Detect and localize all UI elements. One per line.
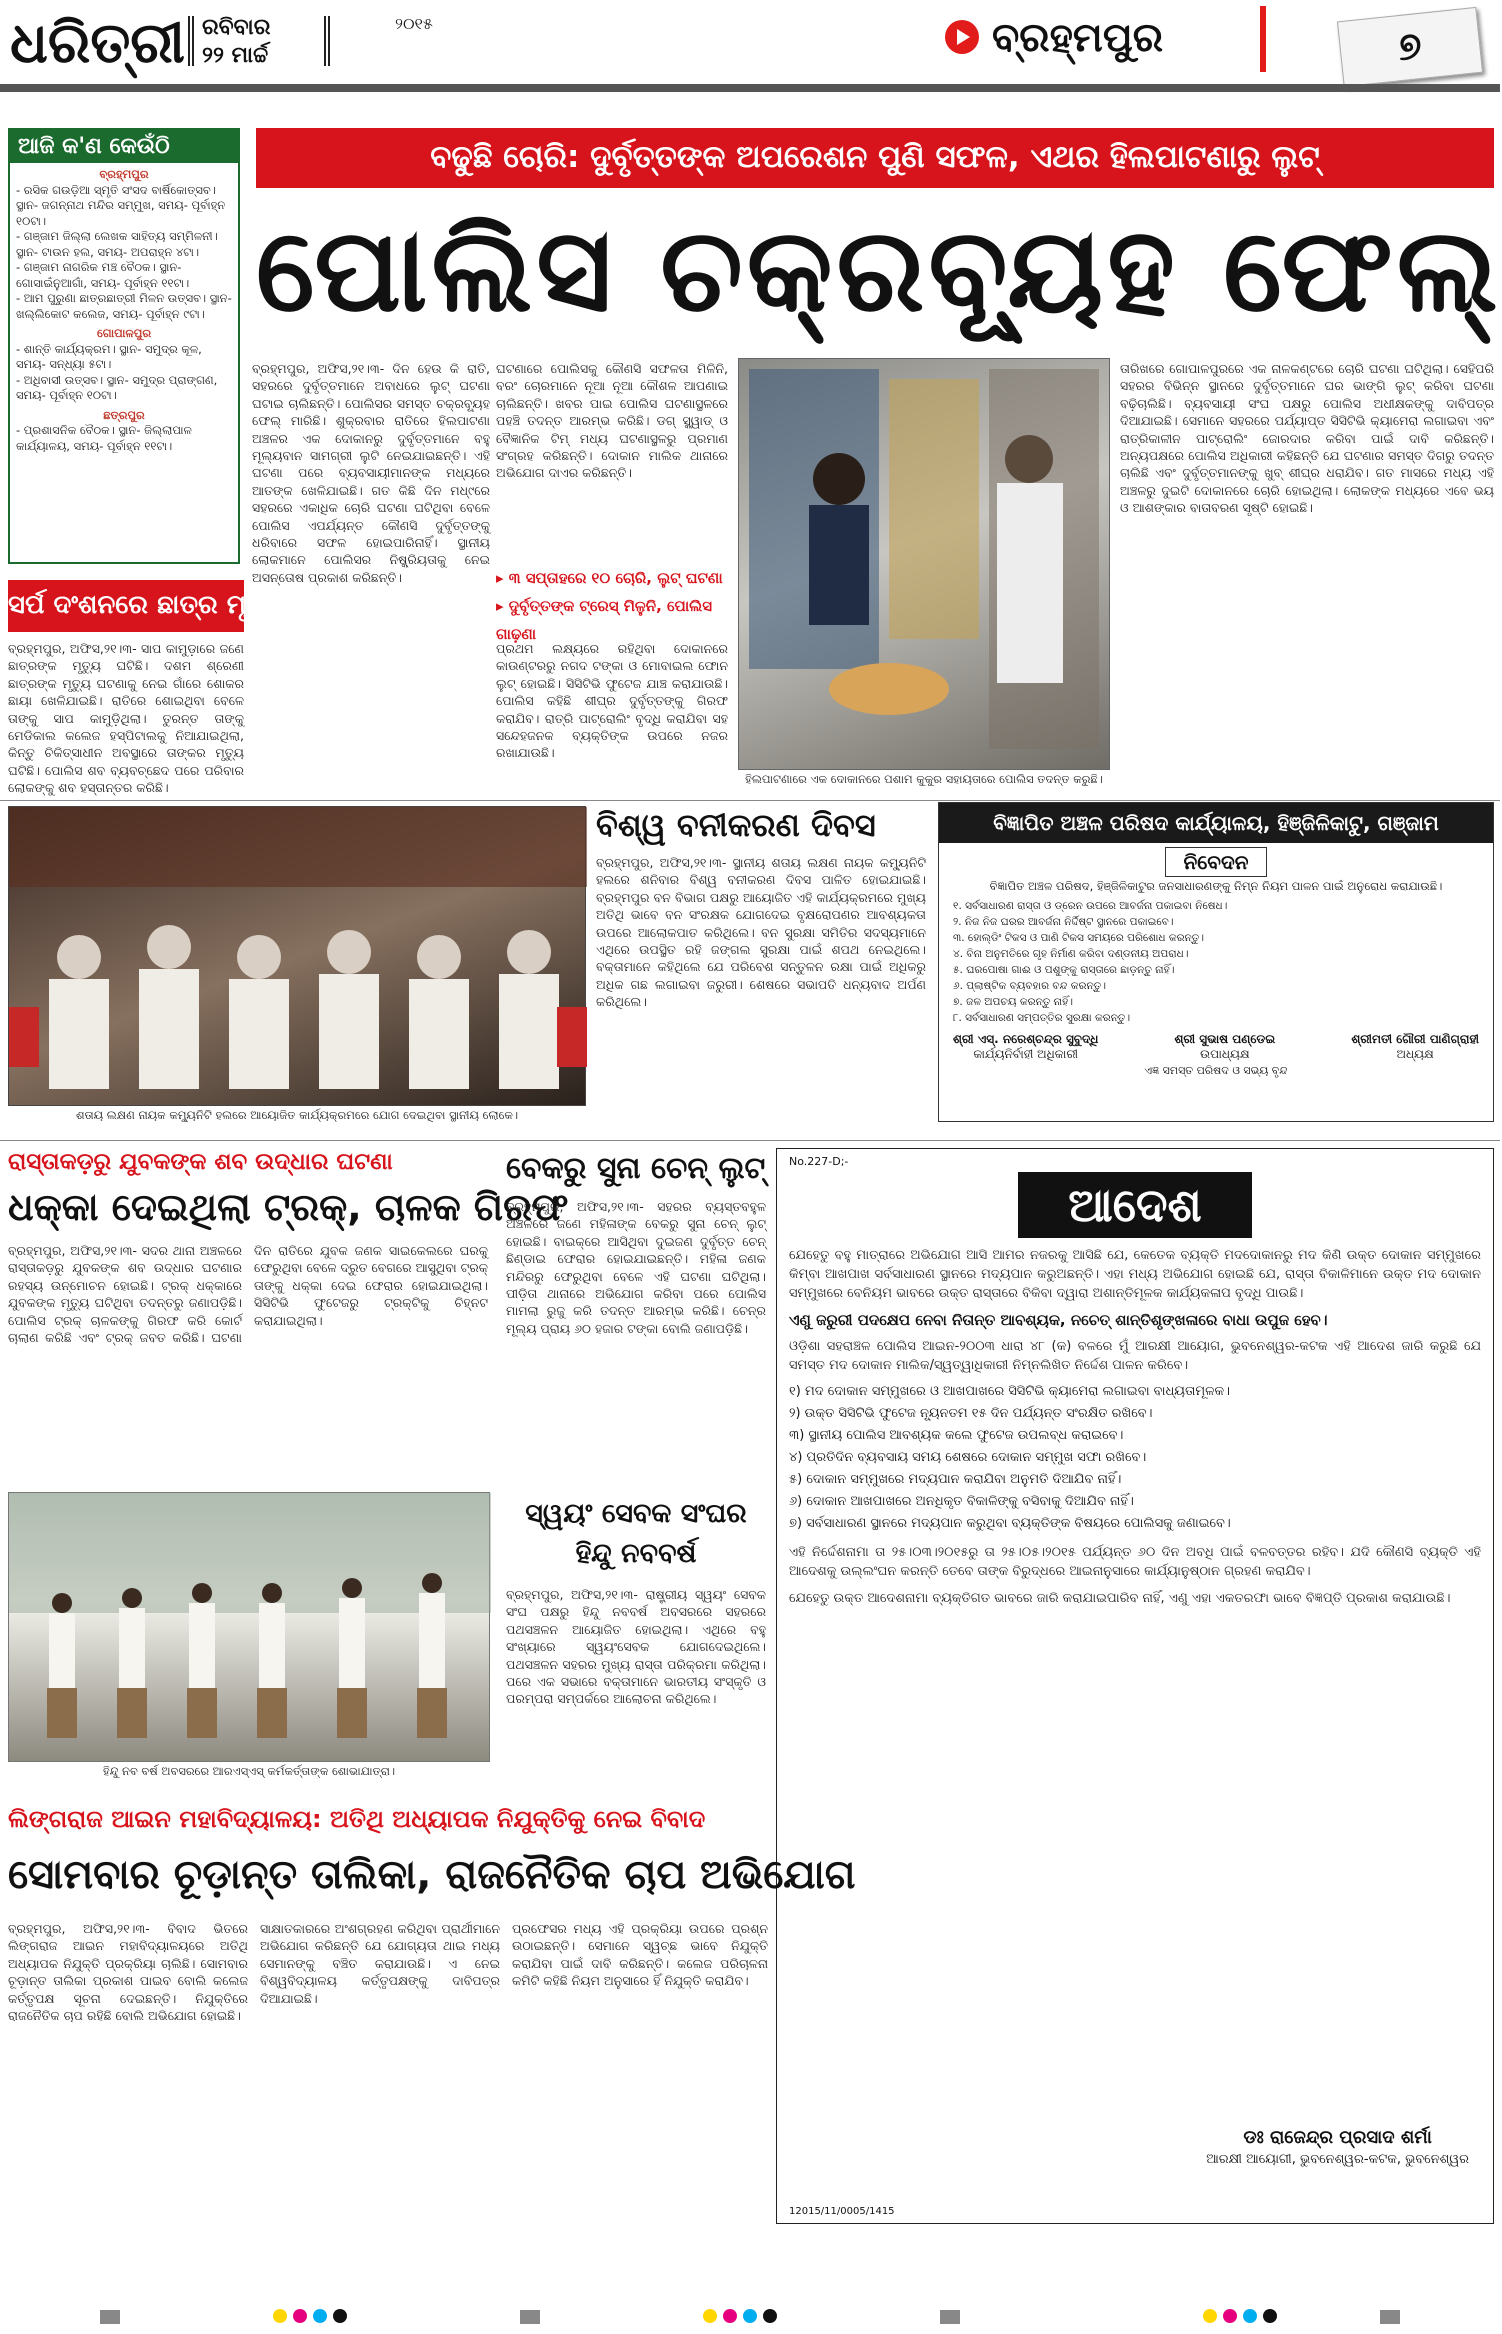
signatory [953, 1032, 1098, 1062]
masthead-date-text: ୨୨ ମାର୍ଚ୍ଚ [202, 43, 269, 68]
snake-body: ବ୍ରହ୍ମପୁର, ଅଫିସ,୨୧।୩- ସାପ କାମୁଡ଼ାରେ ଜଣେ ଛାତ୍ରଙ୍କ ମୃତ୍ୟୁ ଘଟିଛି। ଦଶମ ଶ୍ରେଣୀ ଛାତ୍ରଙ୍କ ମୃତ୍ୟୁ ଘଟଣାକୁ ନେଇ ଗାଁରେ ଶୋକର ଛାୟା ଖେଳିଯାଇଛି। ରାତିରେ ଶୋଇଥିବା ବେଳେ ତାଙ୍କୁ ସାପ କାମୁଡ଼ିଥିଲା। ତୁରନ୍ତ ତାଙ୍କୁ ମେଡିକାଲ କଲେଜ ହସ୍ପିଟାଲକୁ ନିଆଯାଇଥିଲା, କିନ୍ତୁ ଚିକିତ୍ସାଧୀନ ଅବସ୍ଥାରେ ତାଙ୍କର ମୃତ୍ୟୁ ଘଟିଛି। ପୋଲିସ ଶବ ବ୍ୟବଚ୍ଛେଦ ପରେ ପରିବାର ଲୋକଙ୍କୁ ଶବ ହସ୍ତାନ୍ତର କରିଛି। [8, 641, 244, 796]
rss-body: ବ୍ରହ୍ମପୁର, ଅଫିସ,୨୧।୩- ରାଷ୍ଟ୍ରୀୟ ସ୍ୱୟଂ ସେବକ ସଂଘ ପକ୍ଷରୁ ହିନ୍ଦୁ ନବବର୍ଷ ଅବସରରେ ସହରରେ ପଥସଞ୍ଚଳନ ଆୟୋଜିତ ହୋଇଥିଲା। ଏଥିରେ ବହୁ ସଂଖ୍ୟାରେ ସ୍ୱୟଂସେବକ ଯୋଗଦେଇଥିଲେ। ପଥସଞ୍ଚଳନ ସହରର ମୁଖ୍ୟ ରାସ୍ତା ପରିକ୍ରମା କରିଥିଲା। ପରେ ଏକ ସଭାରେ ବକ୍ତାମାନେ ଭାରତୀୟ ସଂସ୍କୃତି ଓ ପରମ୍ପରା ସମ୍ପର୍କରେ ଆଲୋଚନା କରିଥିଲେ। [506, 1587, 766, 1707]
signatory-role: ଅଧ୍ୟକ୍ଷ [1396, 1047, 1434, 1061]
signatory-name: ଶ୍ରୀ ସୁଭାଷ ପଣ୍ଡେଇ [1174, 1032, 1276, 1046]
list-item: ୪. ବିନା ଅନୁମତିରେ ଗୃହ ନିର୍ମାଣ କରିବା ଦଣ୍ଡନୀୟ ଅପରାଧ। [953, 948, 1189, 960]
list-item: ୩) ସ୍ଥାନୀୟ ପୋଲିସ ଆବଶ୍ୟକ କଲେ ଫୁଟେଜ ଉପଲବ୍ଧ କରାଇବେ। [789, 1428, 1124, 1443]
order-para4: ଯେହେତୁ ଉକ୍ତ ଆଦେଶନାମା ବ୍ୟକ୍ତିଗତ ଭାବରେ ଜାରି କରାଯାଇପାରିବ ନାହିଁ, ଏଣୁ ଏହା ଏକତରଫା ଭାବେ ବିଜ୍ଞପ୍ତି ପ୍ରକାଶ କରାଯାଉଛି। [789, 1591, 1451, 1606]
signatory-name: ଶ୍ରୀମତୀ ଗୌରୀ ପାଣିଗ୍ରାହୀ [1351, 1032, 1479, 1046]
lead-photo [738, 358, 1110, 770]
order-para2: ଓଡ଼ିଶା ସହରାଞ୍ଚଳ ପୋଲିସ ଆଇନ-୨୦୦୩ ଧାରା ୪୮ (କ) ବଳରେ ମୁଁ ଆରକ୍ଷୀ ଆୟୋଗ, ଭୁବନେଶ୍ୱର-କଟକ ଏହି ଆଦେଶ ଜାରି କରୁଛି ଯେ ସମସ୍ତ ମଦ ଦୋକାନ ମାଲିକ/ସ୍ୱତ୍ୱାଧିକାରୀ ନିମ୍ନଲିଖିତ ନିର୍ଦ୍ଦେଶ ପାଳନ କରିବେ। [789, 1339, 1481, 1373]
list-item: ୬. ପ୍ଲାଷ୍ଟିକ ବ୍ୟବହାର ବନ୍ଦ କରନ୍ତୁ। [953, 980, 1106, 992]
law-body-col1: ବ୍ରହ୍ମପୁର, ଅଫିସ,୨୧।୩- ବିବାଦ ଭିତରେ ଲିଙ୍ଗରାଜ ଆଇନ ମହାବିଦ୍ୟାଳୟରେ ଅତିଥି ଅଧ୍ୟାପକ ନିଯୁକ୍ତି ପ୍ରକ୍ରିୟା ଚାଲିଛି। ସୋମବାର ଚୂଡ଼ାନ୍ତ ତାଲିକା ପ୍ରକାଶ ପାଇବ ବୋଲି କଲେଜ କର୍ତ୍ତୃପକ୍ଷ ସୂଚନା ଦେଇଛନ୍ତି। ନିଯୁକ୍ତିରେ ରାଜନୈତିକ ଚାପ ରହିଛି ବୋଲି ଅଭିଯୋଗ ହୋଇଛି। [8, 1921, 248, 2024]
law-body-col3: ପ୍ରଫେସର ମଧ୍ୟ ଏହି ପ୍ରକ୍ରିୟା ଉପରେ ପ୍ରଶ୍ନ ଉଠାଇଛନ୍ତି। ସେମାନେ ସ୍ୱଚ୍ଛ ଭାବେ ନିଯୁକ୍ତି କରାଯିବା ପାଇଁ ଦାବି କରିଛନ୍ତି। କଲେଜ ପରିଚାଳନା କମିଟି କହିଛି ନିୟମ ଅନୁସାରେ ହିଁ ନିଯୁକ୍ତି କରାଯିବ। [512, 1921, 768, 1989]
list-item: - ପ୍ରଶାସନିକ ବୈଠକ। ସ୍ଥାନ- ଜିଲ୍ଲାପାଳ କାର୍ଯ୍ୟାଳୟ, ସମୟ- ପୂର୍ବାହ୍ନ ୧୧ଟା। [16, 423, 192, 453]
edition-name: ବ୍ରହ୍ମପୁର [992, 15, 1164, 61]
lead-photo-caption: ହିଲପାଟଣାରେ ଏକ ଦୋକାନରେ ପଶାମ କୁକୁର ସହାୟତାରେ ପୋଲିସ ତଦନ୍ତ କରୁଛି। [745, 772, 1103, 786]
law-headline: ସୋମବାର ଚୂଡ଼ାନ୍ତ ତାଲିକା, ରାଜନୈତିକ ଚାପ ଅଭିଯୋଗ [8, 1852, 856, 1898]
rss-headline-line: ହିନ୍ଦୁ ନବବର୍ଷ [575, 1538, 697, 1569]
section-rule [0, 800, 1500, 801]
registration-mark-icon [940, 2310, 960, 2324]
order-box [776, 1148, 1494, 2224]
list-item: ୭. ଜଳ ଅପଚୟ କରନ୍ତୁ ନାହିଁ। [953, 996, 1073, 1008]
signatory-name: ଶ୍ରୀ ଏସ୍. ନରେଶ୍‌ଚନ୍ଦ୍ର ସୁବୁଦ୍ଧି [953, 1032, 1099, 1046]
sidebar-title: ଆଜି କ'ଣ କେଉଁଠି [10, 130, 238, 163]
law-kicker: ଲିଙ୍ଗରାଜ ଆଇନ ମହାବିଦ୍ୟାଳୟ: ଅତିଥି ଅଧ୍ୟାପକ ନିଯୁକ୍ତିକୁ ନେଇ ବିବାଦ [8, 1805, 706, 1833]
rss-photo-caption: ହିନ୍ଦୁ ନବ ବର୍ଷ ଅବସରରେ ଆରଏସ୍‌ଏସ୍ କର୍ମକର୍ତ୍ତାଙ୍କ ଶୋଭାଯାତ୍ରା। [102, 1764, 396, 1778]
lead-body-col4: ତାରିଖରେ ଗୋପାଳପୁରରେ ଏକ ନାଳକଣ୍ଟରେ ଚୋରି ଘଟଣା ଘଟିଥିଲା। ସେହିପରି ସହରର ବିଭିନ୍ନ ସ୍ଥାନରେ ଦୁର୍ବୃତ୍ତମାନେ ଘର ଭାଙ୍ଗି ଲୁଟ୍ କରିବା ଘଟଣା ବଢ଼ିଚାଲିଛି। ବ୍ୟବସାୟୀ ସଂଘ ପକ୍ଷରୁ ପୋଲିସ ଅଧୀକ୍ଷକଙ୍କୁ ଦାବିପତ୍ର ଦିଆଯାଇଛି। ସେମାନେ ସହରରେ ପର୍ଯ୍ୟାପ୍ତ ସିସିଟିଭି କ୍ୟାମେରା ଲଗାଇବା ଏବଂ ରାତ୍ରିକାଳୀନ ପାଟ୍ରୋଲିଂ ଜୋରଦାର କରିବା ପାଇଁ ଦାବି କରିଛନ୍ତି। ଅନ୍ୟପକ୍ଷରେ ପୋଲିସ ଅଧିକାରୀ କହିଛନ୍ତି ଯେ ଘଟଣାର ସମସ୍ତ ଦିଗରୁ ତଦନ୍ତ ଚାଲିଛି ଏବଂ ଦୁର୍ବୃତ୍ତମାନଙ୍କୁ ଖୁବ୍ ଶୀଘ୍ର ଧରାଯିବ। ଗତ ମାସରେ ମଧ୍ୟ ଏହି ଅଞ୍ଚଳରୁ ଦୁଇଟି ଦୋକାନରେ ଚୋରି ହୋଇଥିଲା। ଲୋକଙ୍କ ମଧ୍ୟରେ ଏବେ ଭୟ ଓ ଆଶଙ୍କାର ବାତାବରଣ ସୃଷ୍ଟି ହୋଇଛି। [1120, 361, 1494, 516]
notice-intro: ବିଜ୍ଞାପିତ ଅଞ୍ଚଳ ପରିଷଦ, ହିଞ୍ଜିଳିକାଟୁର ଜନସାଧାରଣଙ୍କୁ ନିମ୍ନ ନିୟମ ପାଳନ ପାଇଁ ଅନୁରୋଧ କରାଯାଉଛି। [989, 879, 1443, 893]
masthead-year: ୨୦୧୫ [395, 14, 433, 33]
list-item: ୩. ହୋଲ୍ଡିଂ ଟିକସ ଓ ପାଣି ଟିକସ ସମୟରେ ପରିଶୋଧ କରନ୍ତୁ। [953, 932, 1204, 944]
list-item: - ଅଧିବାସୀ ଉତ୍ସବ। ସ୍ଥାନ- ସମୁଦ୍ର ପ୍ରାଙ୍ଗଣ, ସମୟ- ପୂର୍ବାହ୍ନ ୧୦ଟା। [16, 372, 218, 402]
bullet-text: ଦୁର୍ବୃତ୍ତଙ୍କ ଟ୍ରେସ୍ ମିଳୁନି, ପୋଲିସ ଗାଢ଼ଣା [496, 597, 713, 643]
rss-headline [506, 1494, 766, 1580]
masthead-divider [324, 16, 330, 66]
color-dots-icon [270, 2308, 350, 2327]
list-item: ୧. ସର୍ବସାଧାରଣ ରାସ୍ତା ଓ ଡ୍ରେନ ଉପରେ ଆବର୍ଜନା ପକାଇବା ନିଷେଧ। [953, 900, 1228, 912]
lead-bullets [496, 564, 728, 643]
sidebar-body [10, 163, 238, 458]
list-item: ୫) ଦୋକାନ ସମ୍ମୁଖରେ ମଦ୍ୟପାନ କରାଯିବା ଅନୁମତି ଦିଆଯିବ ନାହିଁ। [789, 1472, 1122, 1487]
order-code: 12015/11/0005/1415 [789, 2206, 895, 2217]
truck-body: ବ୍ରହ୍ମପୁର, ଅଫିସ,୨୧।୩- ସଦର ଥାନା ଅଞ୍ଚଳରେ ରାସ୍ତାକଡ଼ରୁ ଯୁବକଙ୍କ ଶବ ଉଦ୍ଧାର ଘଟଣାର ରହସ୍ୟ ଉନ୍ମୋଚନ ହୋଇଛି। ଟ୍ରକ୍ ଧକ୍କାରେ ଯୁବକଙ୍କ ମୃତ୍ୟୁ ଘଟିଥିବା ତଦନ୍ତରୁ ଜଣାପଡ଼ିଛି। ପୋଲିସ ଟ୍ରକ୍ ଚାଳକଙ୍କୁ ଗିରଫ କରି କୋର୍ଟ ଚାଲାଣ କରିଛି ଏବଂ ଟ୍ରକ୍ ଜବତ କରିଛି। ଘଟଣା ଦିନ ରାତିରେ ଯୁବକ ଜଣକ ସାଇକେଲରେ ଘରକୁ ଫେରୁଥିବା ବେଳେ ଦ୍ରୁତ ବେଗରେ ଆସୁଥିବା ଟ୍ରକ୍ ତାଙ୍କୁ ଧକ୍କା ଦେଇ ଫେରାର ହୋଇଯାଇଥିଲା। ସିସିଟିଭି ଫୁଟେଜରୁ ଟ୍ରକ୍‌ଟିକୁ ଚିହ୍ନଟ କରାଯାଇଥିଲା। [8, 1243, 488, 1346]
notice-header: ବିଜ୍ଞାପିତ ଅଞ୍ଚଳ ପରିଷଦ କାର୍ଯ୍ୟାଳୟ, ହିଞ୍ଜିଳିକାଟୁ, ଗଞ୍ଜାମ [939, 803, 1493, 843]
color-dots-icon [700, 2308, 780, 2327]
police-dog-photo-icon [739, 359, 1111, 771]
notice-title: ନିବେଦନ [1165, 847, 1268, 877]
bullet-text: ୩ ସପ୍ତାହରେ ୧୦ ଚୋରି, ଲୁଟ୍ ଘଟଣା [508, 569, 723, 587]
truck-headline: ଧକ୍କା ଦେଇଥିଲା ଟ୍ରକ୍, ଚାଳକ ଗିରଫ [8, 1185, 569, 1229]
notice-points [939, 896, 1493, 1028]
notice-title-wrap [939, 847, 1493, 877]
forestry-headline: ବିଶ୍ୱ ବନୀକରଣ ଦିବସ [596, 806, 876, 844]
gold-headline: ବେକରୁ ସୁନା ଚେନ୍ ଲୁଟ୍ [506, 1151, 766, 1186]
list-item: ୭) ସର୍ବସାଧାରଣ ସ୍ଥାନରେ ମଦ୍ୟପାନ କରୁଥିବା ବ୍ୟକ୍ତିଙ୍କ ବିଷୟରେ ପୋଲିସକୁ ଜଣାଇବେ। [789, 1516, 1231, 1531]
bullet-item: ▸ ୩ ସପ୍ତାହରେ ୧୦ ଚୋରି, ଲୁଟ୍ ଘଟଣା [496, 569, 723, 587]
forestry-photo-caption: ଶତାୟ ଲକ୍ଷଣ ନାୟକ କମ୍ୟୁନିଟି ହଲରେ ଆୟୋଜିତ କାର୍ଯ୍ୟକ୍ରମରେ ଯୋଗ ଦେଇଥିବା ସ୍ଥାନୀୟ ଲୋକେ। [75, 1108, 519, 1122]
edition-dot-icon [945, 20, 979, 54]
rss-photo [8, 1492, 490, 1762]
masthead-red-rule [1260, 6, 1266, 72]
masthead-day: ରବିବାର [202, 15, 271, 40]
gold-body: ବ୍ରହ୍ମପୁର, ଅଫିସ,୨୧।୩- ସହରର ବ୍ୟସ୍ତବହୁଳ ଅଞ୍ଚଳରେ ଜଣେ ମହିଳାଙ୍କ ବେକରୁ ସୁନା ଚେନ୍ ଲୁଟ୍ ହୋଇଛି। ବାଇକ୍‌ରେ ଆସିଥିବା ଦୁଇଜଣ ଦୁର୍ବୃତ୍ତ ଚେନ୍ ଛିଣ୍ଡାଇ ଫେରାର ହୋଇଯାଇଛନ୍ତି। ମହିଳା ଜଣକ ମନ୍ଦିରରୁ ଫେରୁଥିବା ବେଳେ ଏହି ଘଟଣା ଘଟିଥିଲା। ପୀଡ଼ିତା ଥାନାରେ ଅଭିଯୋଗ କରିବା ପରେ ପୋଲିସ ମାମଲା ରୁଜୁ କରି ତଦନ୍ତ ଆରମ୍ଭ କରିଛି। ଚେନ୍‌ର ମୂଲ୍ୟ ପ୍ରାୟ ୬୦ ହଜାର ଟଙ୍କା ବୋଲି ଜଣାପଡ଼ିଛି। [506, 1199, 766, 1336]
snake-headline: ସର୍ପ ଦଂଶନରେ ଛାତ୍ର ମୃତ [8, 580, 244, 632]
sidebar-section-heading: ବ୍ରହ୍ମପୁର [99, 167, 149, 181]
truck-kicker: ରାସ୍ତାକଡ଼ରୁ ଯୁବକଙ୍କ ଶବ ଉଦ୍ଧାର ଘଟଣା [8, 1149, 393, 1175]
sidebar [8, 128, 240, 564]
signatory-role: ଉପାଧ୍ୟକ୍ଷ [1200, 1047, 1250, 1061]
list-item: - ଶାନ୍ତି କାର୍ଯ୍ୟକ୍ରମ। ସ୍ଥାନ- ସମୁଦ୍ର କୂଳ, ସମୟ- ସନ୍ଧ୍ୟା ୫ଟା। [16, 341, 202, 371]
paper-name: ଧରିତ୍ରୀ [10, 10, 185, 76]
masthead-logo [10, 8, 185, 78]
sidebar-section-heading: ଛତ୍ରପୁର [103, 407, 145, 422]
list-item: ୨) ଉକ୍ତ ସିସିଟିଭି ଫୁଟେଜ ନ୍ୟୂନତମ ୧୫ ଦିନ ପର୍ଯ୍ୟନ୍ତ ସଂରକ୍ଷିତ ରଖିବେ। [789, 1406, 1153, 1421]
masthead-date [202, 14, 322, 70]
page-number-card [1337, 7, 1483, 87]
section-rule [0, 1140, 1500, 1141]
order-items [789, 1381, 1481, 1535]
order-para3: ଏହି ନିର୍ଦ୍ଦେଶନାମା ତା ୨୫।୦୩।୨୦୧୫ରୁ ତା ୨୫।୦୫।୨୦୧୫ ପର୍ଯ୍ୟନ୍ତ ୬୦ ଦିନ ଅବଧି ପାଇଁ ବଳବତ୍ତର ରହିବ। ଯଦି କୌଣସି ବ୍ୟକ୍ତି ଏହି ଆଦେଶକୁ ଉଲ୍ଲଂଘନ କରନ୍ତି ତେବେ ତାଙ୍କ ବିରୁଦ୍ଧରେ ଆଇନାନୁସାରେ କାର୍ଯ୍ୟାନୁଷ୍ଠାନ ଗ୍ରହଣ କରାଯିବ। [789, 1545, 1481, 1579]
march-photo-icon [9, 1493, 491, 1763]
masthead-divider [188, 16, 194, 66]
notice-footer: ଏଜ୍ଞ ସମସ୍ତ ପରିଷଦ ଓ ସଭ୍ୟ ବୃନ୍ଦ [1144, 1064, 1288, 1077]
registration-mark-icon [1380, 2310, 1400, 2324]
list-item: ୧) ମଦ ଦୋକାନ ସମ୍ମୁଖରେ ଓ ଆଖପାଖରେ ସିସିଟିଭି କ୍ୟାମେରା ଲଗାଇବା ବାଧ୍ୟତାମୂଳକ। [789, 1384, 1230, 1399]
notice-box [938, 802, 1494, 1122]
registration-mark-icon [520, 2310, 540, 2324]
order-highlight: ଏଣୁ ଜରୁରୀ ପଦକ୍ଷେପ ନେବା ନିତାନ୍ତ ଆବଶ୍ୟକ, ନଚେତ୍ ଶାନ୍ତିଶୃଙ୍ଖଳାରେ ବାଧା ଉପୁଜ ହେବ। [789, 1311, 1328, 1329]
lead-body-col2: ଘଟଣାରେ ପୋଲିସକୁ କୌଣସି ସଫଳତା ମିଳିନି, ବରଂ ଚୋରମାନେ ନୂଆ ନୂଆ କୌଶଳ ଆପଣାଇ ଚାଲିଛନ୍ତି। ଖବର ପାଇ ପୋଲିସ ଘଟଣାସ୍ଥଳରେ ପହଞ୍ଚି ତଦନ୍ତ ଆରମ୍ଭ କରିଛି। ଡଗ୍ ସ୍କ୍ୱାଡ୍ ଓ ବୈଜ୍ଞାନିକ ଟିମ୍ ମଧ୍ୟ ଘଟଣାସ୍ଥଳରୁ ପ୍ରମାଣ ସଂଗ୍ରହ କରିଛନ୍ତି। ଦୋକାନ ମାଲିକ ଥାନାରେ ଅଭିଯୋଗ ଦାଏର କରିଛନ୍ତି। [496, 361, 728, 481]
list-item: ୪) ପ୍ରତିଦିନ ବ୍ୟବସାୟ ସମୟ ଶେଷରେ ଦୋକାନ ସମ୍ମୁଖ ସଫା ରଖିବେ। [789, 1450, 1147, 1465]
audience-photo-icon [9, 807, 587, 1107]
notice-signatures [939, 1028, 1493, 1062]
list-item: - ରସିକ ଗଉଡ଼ିଆ ସ୍ମୃତି ସଂସଦ ବାର୍ଷିକୋତ୍ସବ। ସ୍ଥାନ- ଜଗନ୍ନାଥ ମନ୍ଦିର ସମ୍ମୁଖ, ସମୟ- ପୂର୍ବାହ୍ନ ୧୦ଟା। [16, 182, 226, 228]
masthead-bottom-rule [0, 84, 1500, 92]
color-dots-icon [1200, 2308, 1280, 2327]
order-intro: ଯେହେତୁ ବହୁ ମାତ୍ରାରେ ଅଭିଯୋଗ ଆସି ଆମର ନଜରକୁ ଆସିଛି ଯେ, କେତେକ ବ୍ୟକ୍ତି ମଦଦୋକାନରୁ ମଦ କିଣି ଉକ୍ତ ଦୋକାନ ସମ୍ମୁଖରେ କିମ୍ବା ଆଖପାଖ ସର୍ବସାଧାରଣ ସ୍ଥାନରେ ମଦ୍ୟପାନ କରୁଅଛନ୍ତି। ଏହା ମଧ୍ୟ ଅଭିଯୋଗ ହୋଇଛି ଯେ, ରାସ୍ତା ବିକାଳିମାନେ ଉକ୍ତ ମଦ ଦୋକାନ ସମ୍ମୁଖରେ ବେନିୟମ ଭାବରେ ଉକ୍ତ ରାସ୍ତାରେ ବିକିବା ଦ୍ୱାରା ଅଶାନ୍ତିମୂଳକ କାର୍ଯ୍ୟକଳାପ ବୃଦ୍ଧି ପାଉଛି। [789, 1248, 1481, 1301]
print-marks [0, 2300, 1500, 2334]
signatory [1174, 1032, 1275, 1062]
list-item: ୬) ଦୋକାନ ଆଖପାଖରେ ଅନଧିକୃତ ବିକାଳିଙ୍କୁ ବସିବାକୁ ଦିଆଯିବ ନାହିଁ। [789, 1494, 1134, 1509]
list-item: - ଗଞ୍ଜାମ ନାଗରିକ ମଞ୍ଚ ବୈଠକ। ସ୍ଥାନ- ଗୋସାଇଁନୁଆଗାଁ, ସମୟ- ପୂର୍ବାହ୍ନ ୧୧ଟା। [16, 260, 190, 290]
lead-kicker: ବଢୁଛି ଚୋରି: ଦୁର୍ବୃତ୍ତଙ୍କ ଅପରେଶନ ପୁଣି ସଫଳ, ଏଥର ହିଲପାଟଣାରୁ ଲୁଟ୍ [256, 128, 1494, 188]
list-item: - ଗଞ୍ଜାମ ଜିଲ୍ଲା ଲେଖକ ସାହିତ୍ୟ ସମ୍ମିଳନୀ। ସ୍ଥାନ- ଟାଉନ ହଲ, ସମୟ- ଅପରାହ୍ନ ୪ଟା। [16, 229, 218, 259]
order-signatory: ଡଃ ରାଜେନ୍ଦ୍ର ପ୍ରସାଦ ଶର୍ମା [1243, 2127, 1432, 2148]
order-signature [1206, 2127, 1469, 2167]
signatory [1351, 1032, 1479, 1062]
sidebar-section-heading: ଗୋପାଳପୁର [96, 326, 152, 340]
law-body-col2: ସାକ୍ଷାତକାରରେ ଅଂଶଗ୍ରହଣ କରିଥିବା ପ୍ରାର୍ଥୀମାନେ ଅଭିଯୋଗ କରିଛନ୍ତି ଯେ ଯୋଗ୍ୟତା ଥାଇ ମଧ୍ୟ ସେମାନଙ୍କୁ ବଞ୍ଚିତ କରାଯାଉଛି। ଏ ନେଇ ବିଶ୍ୱବିଦ୍ୟାଳୟ କର୍ତ୍ତୃପକ୍ଷଙ୍କୁ ଦାବିପତ୍ର ଦିଆଯାଇଛି। [260, 1921, 500, 2006]
page-number: ୭ [1396, 22, 1424, 70]
order-designation: ଆରକ୍ଷୀ ଆୟୋଗୀ, ଭୁବନେଶ୍ୱର-କଟକ, ଭୁବନେଶ୍ୱର [1206, 2152, 1469, 2167]
list-item: ୮. ସର୍ବସାଧାରଣ ସମ୍ପତ୍ତିର ସୁରକ୍ଷା କରନ୍ତୁ। [953, 1012, 1131, 1024]
list-item: ୫. ଘରପୋଷା ଗାଈ ଓ ପଶୁଙ୍କୁ ରାସ୍ତାରେ ଛାଡ଼ନ୍ତୁ ନାହିଁ। [953, 964, 1175, 976]
signatory-role: କାର୍ଯ୍ୟନିର୍ବାହୀ ଅଧିକାରୀ [973, 1047, 1079, 1061]
order-title: ଆଦେଶ [1018, 1172, 1251, 1238]
lead-body-col1: ବ୍ରହ୍ମପୁର, ଅଫିସ,୨୧।୩- ଦିନ ହେଉ କି ରାତି, ସହରରେ ଦୁର୍ବୃତ୍ତମାନେ ଅବାଧରେ ଲୁଟ୍ ଘଟଣା ଘଟାଇ ଚାଲିଛନ୍ତି। ପୋଲିସର ସମସ୍ତ ଚକ୍ରବ୍ୟୂହ ଫେଲ୍ ମାରିଛି। ଶୁକ୍ରବାର ରାତିରେ ହିଲପାଟଣା ଅଞ୍ଚଳର ଏକ ଦୋକାନରୁ ଦୁର୍ବୃତ୍ତମାନେ ବହୁ ମୂଲ୍ୟବାନ ସାମଗ୍ରୀ ଲୁଟି ନେଇଯାଇଛନ୍ତି। ଏହି ଘଟଣା ପରେ ବ୍ୟବସାୟୀମାନଙ୍କ ମଧ୍ୟରେ ଆତଙ୍କ ଖେଳିଯାଇଛି। ଗତ କିଛି ଦିନ ମଧ୍୯ରେ ସହରରେ ଏକାଧିକ ଚୋରି ଘଟଣା ଘଟିଥିବା ବେଳେ ପୋଲିସ ଏପର୍ଯ୍ୟନ୍ତ କୌଣସି ଦୁର୍ବୃତ୍ତଙ୍କୁ ଧରିବାରେ ସଫଳ ହୋଇପାରିନାହିଁ। ସ୍ଥାନୀୟ ଲୋକମାନେ ପୋଲିସର ନିଷ୍କ୍ରିୟତାକୁ ନେଇ ଅସନ୍ତୋଷ ପ୍ରକାଶ କରିଛନ୍ତି। [252, 361, 490, 585]
list-item: - ଆମ ପୁରୁଣା ଛାତ୍ରଛାତ୍ରୀ ମିଳନ ଉତ୍ସବ। ସ୍ଥାନ- ଖଲ୍ଲିକୋଟ କଲେଜ, ସମୟ- ପୂର୍ବାହ୍ନ ୯ଟା। [16, 291, 232, 321]
forestry-photo [8, 806, 586, 1106]
order-ref: No.227-D;- [789, 1155, 849, 1168]
lead-body-col2b: ପ୍ରଥମ ଲକ୍ଷ୍ୟରେ ରହିଥିବା ଦୋକାନରେ କାଉଣ୍ଟରରୁ ନଗଦ ଟଙ୍କା ଓ ମୋବାଇଲ ଫୋନ ଲୁଟ୍ ହୋଇଛି। ସିସିଟିଭି ଫୁଟେଜ ଯାଞ୍ଚ କରାଯାଉଛି। ପୋଲିସ କହିଛି ଶୀଘ୍ର ଦୁର୍ବୃତ୍ତଙ୍କୁ ଗିରଫ କରାଯିବ। ରାତ୍ରି ପାଟ୍ରୋଲିଂ ବୃଦ୍ଧି କରାଯିବା ସହ ସନ୍ଦେହଜନକ ବ୍ୟକ୍ତିଙ୍କ ଉପରେ ନଜର ରଖାଯାଉଛି। [496, 641, 728, 761]
bullet-item: ▸ ଦୁର୍ବୃତ୍ତଙ୍କ ଟ୍ରେସ୍ ମିଳୁନି, ପୋଲିସ ଗାଢ଼ଣା [496, 597, 713, 643]
registration-mark-icon [100, 2310, 120, 2324]
forestry-body: ବ୍ରହ୍ମପୁର, ଅଫିସ,୨୧।୩- ସ୍ଥାନୀୟ ଶତାୟ ଲକ୍ଷଣ ନାୟକ କମ୍ୟୁନିଟି ହଲରେ ଶନିବାର ବିଶ୍ୱ ବନୀକରଣ ଦିବସ ପାଳିତ ହୋଇଯାଇଛି। ବ୍ରହ୍ମପୁର ବନ ବିଭାଗ ପକ୍ଷରୁ ଆୟୋଜିତ ଏହି କାର୍ଯ୍ୟକ୍ରମରେ ମୁଖ୍ୟ ଅତିଥି ଭାବେ ବନ ସଂରକ୍ଷକ ଯୋଗଦେଇ ବୃକ୍ଷରୋପଣର ଆବଶ୍ୟକତା ଉପରେ ଆଲୋକପାତ କରିଥିଲେ। ବନ ସୁରକ୍ଷା ସମିତିର ସଦସ୍ୟମାନେ ଏଥିରେ ଉପସ୍ଥିତ ରହି ଜଙ୍ଗଲ ସୁରକ୍ଷା ପାଇଁ ଶପଥ ନେଇଥିଲେ। ବକ୍ତାମାନେ କହିଥିଲେ ଯେ ପରିବେଶ ସନ୍ତୁଳନ ରକ୍ଷା ପାଇଁ ଅଧିକରୁ ଅଧିକ ଗଛ ଲଗାଇବା ଜରୁରୀ। ଶେଷରେ ସଭାପତି ଧନ୍ୟବାଦ ଅର୍ପଣ କରିଥିଲେ। [596, 855, 926, 1010]
lead-headline: ପୋଲିସ ଚକ୍ରବ୍ୟୂହ ଫେଲ୍ [256, 203, 1502, 338]
list-item: ୨. ନିଜ ନିଜ ଘରର ଆବର୍ଜନା ନିର୍ଦ୍ଦିଷ୍ଟ ସ୍ଥାନରେ ପକାଇବେ। [953, 916, 1174, 928]
rss-headline-line: ସ୍ୱୟଂ ସେବକ ସଂଘର [525, 1498, 747, 1529]
order-title-wrap [789, 1172, 1481, 1238]
